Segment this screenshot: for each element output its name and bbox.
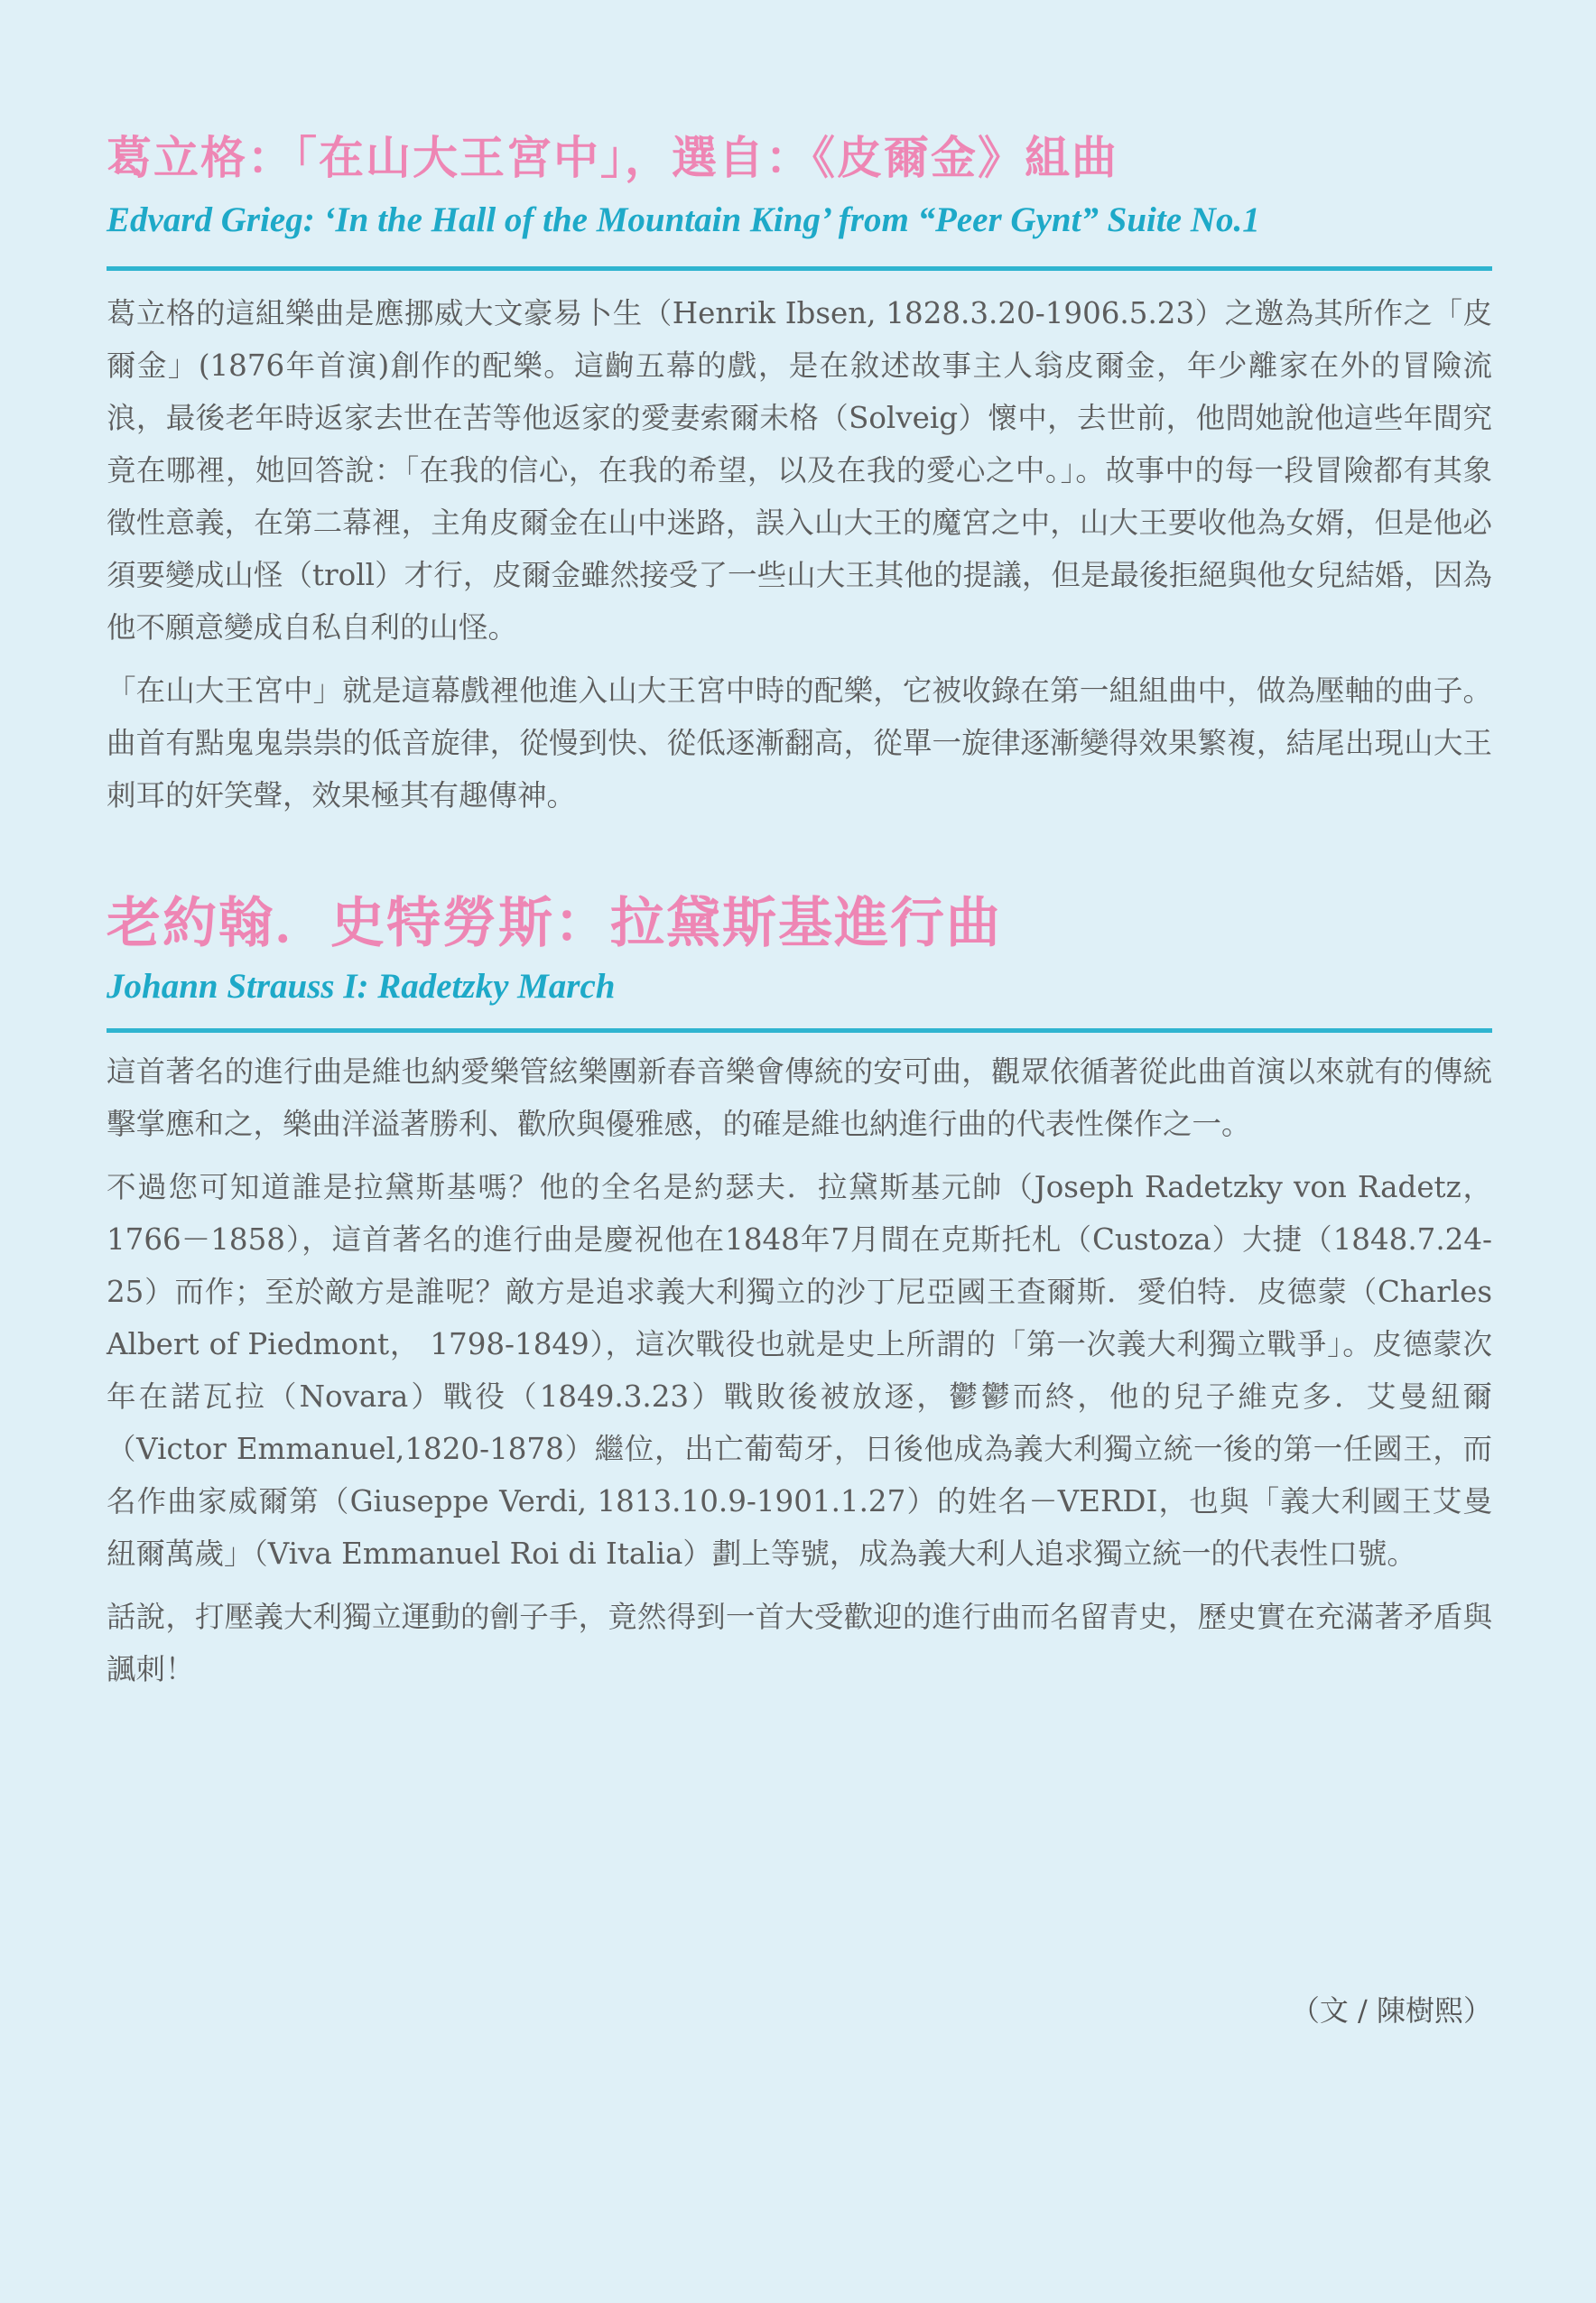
section-divider bbox=[107, 1028, 1492, 1033]
section-body bbox=[107, 1045, 1492, 1695]
section-divider bbox=[107, 266, 1492, 271]
section-title-zh: 葛立格：「在山大王宮中」，選自：《皮爾金》組曲 bbox=[107, 131, 1118, 184]
paragraph: 這首著名的進行曲是維也納愛樂管絃樂團新春音樂會傳統的安可曲，觀眾依循著從此曲首演以來就有的傳統擊掌應和之，樂曲洋溢著勝利、歡欣與優雅感，的確是維也納進行曲的代表性傑作之一。 bbox=[107, 1054, 1492, 1141]
section-grieg bbox=[107, 126, 1492, 822]
paragraph: 話說，打壓義大利獨立運動的劊子手，竟然得到一首大受歡迎的進行曲而名留青史，歷史實在充滿著矛盾與諷刺！ bbox=[107, 1600, 1492, 1686]
section-body bbox=[107, 287, 1492, 822]
section-strauss bbox=[107, 887, 1492, 1695]
paragraph: 「在山大王宮中」就是這幕戲裡他進入山大王宮中時的配樂，它被收錄在第一組組曲中，做為壓軸的曲子。曲首有點鬼鬼祟祟的低音旋律，從慢到快、從低逐漸翻高，從單一旋律逐漸變得效果繁複，結尾出現山大王刺耳的奸笑聲，效果極其有趣傳神。 bbox=[107, 673, 1492, 813]
paragraph: 葛立格的這組樂曲是應挪威大文豪易卜生（Henrik Ibsen, 1828.3.20-1906.5.23）之邀為其所作之「皮爾金」(1876年首演)創作的配樂。這齣五幕的戲，是在敘述故事主人翁皮爾金，年少離家在外的冒險流浪，最後老年時返家去世在苦等他返家的愛妻索爾未格（Solveig）懷中，去世前，他問她說他這些年間究竟在哪裡，她回答說：「在我的信心，在我的希望，以及在我的愛心之中。」。故事中的每一段冒險都有其象徵性意義，在第二幕裡，主角皮爾金在山中迷路，誤入山大王的魔宮之中，山大王要收他為女婿，但是他必須要變成山怪（troll）才行，皮爾金雖然接受了一些山大王其他的提議，但是最後拒絕與他女兒結婚，因為他不願意變成自私自利的山怪。 bbox=[107, 296, 1492, 645]
section-title-en: Edvard Grieg: ‘In the Hall of the Mountain King’ from “Peer Gynt” Suite No.1 bbox=[107, 200, 1260, 239]
author-credit: （文 / 陳樹熙） bbox=[1290, 1993, 1492, 2028]
section-title-zh: 老約翰．史特勞斯：拉黛斯基進行曲 bbox=[107, 892, 1002, 955]
section-title-en: Johann Strauss I: Radetzky March bbox=[107, 967, 616, 1006]
paragraph: 不過您可知道誰是拉黛斯基嗎？他的全名是約瑟夫．拉黛斯基元帥（Joseph Radetzky von Radetz，1766－1858），這首著名的進行曲是慶祝他在1848年7月間在克斯托札（Custoza）大捷（1848.7.24-25）而作；至於敵方是誰呢？敵方是追求義大利獨立的沙丁尼亞國王查爾斯．愛伯特．皮德蒙（Charles Albert of Piedmont， 1798-1849），這次戰役也就是史上所謂的「第一次義大利獨立戰爭」。皮德蒙次年在諾瓦拉（Novara）戰役（1849.3.23）戰敗後被放逐，鬱鬱而終，他的兒子維克多．艾曼紐爾（Victor Emmanuel,1820-1878）繼位，出亡葡萄牙，日後他成為義大利獨立統一後的第一任國王，而名作曲家威爾第（Giuseppe Verdi, 1813.10.9-1901.1.27）的姓名－VERDI，也與「義大利國王艾曼紐爾萬歲」（Viva Emmanuel Roi di Italia）劃上等號，成為義大利人追求獨立統一的代表性口號。 bbox=[107, 1170, 1492, 1571]
